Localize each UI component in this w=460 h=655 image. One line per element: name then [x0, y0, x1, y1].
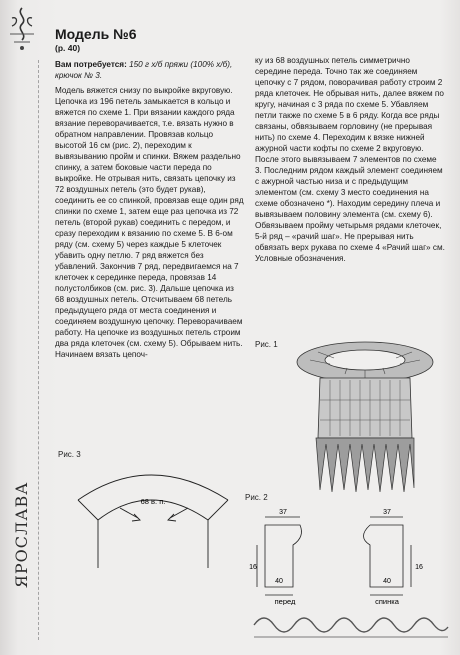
materials-label: Вам потребуется: — [55, 60, 127, 69]
figure-2-schematic — [245, 505, 455, 605]
dim-front-width: 40 — [275, 578, 283, 585]
instructions-right: ку из 68 воздушных петель симметрично середине переда. Точно так же соединяем цепочку с 7 рядом, поворачивая работу строим 2 ряда клеточек. Не обрывая нить, далее вяжем по кругу, начиная с 3 ряда по схеме 5. Убавляем петли также по схеме 5 в 6 ряду. Когда все ряды связаны, обвязываем горловину (не прерывая нить) по схеме 4. Переходим к вязке нижней ажурной части кофты по схеме 2 вкруговую. После этого вывязываем 7 элементов по схеме 3. Последним рядом каждый элемент соединяем с ажурной частью низа и с предыдущим элементом (см. схему 3 место соединения на схеме обозначено *). Находим середину плеча и вывязываем половину элемента (см. схему 6). Обвязываем пройму четырьмя рядами клеточек, 5-й ряд – «рачий шаг». Не прерывая нить обвязать верх рукава по схеме 4 «Рачий шаг» см. Условные обозначения. — [255, 56, 445, 263]
figure-2-label: Рис. 2 — [245, 493, 268, 502]
dim-back-height: 16 — [415, 564, 423, 571]
caption-front: перед — [274, 597, 296, 605]
dim-back-top: 37 — [383, 509, 391, 516]
figure-3-label: Рис. 3 — [58, 450, 81, 459]
caption-back: спинка — [375, 597, 399, 605]
text-column-left — [55, 26, 245, 360]
dim-front-top: 37 — [279, 509, 287, 516]
figure-1-garment-sketch — [290, 340, 440, 495]
floral-logo-icon — [6, 4, 38, 52]
dim-back-width: 40 — [383, 578, 391, 585]
dim-front-height: 16 — [249, 564, 257, 571]
page-title: Модель №6 — [55, 26, 137, 42]
materials-value: 150 г х/б пряжи (100% х/б), крючок № 3. — [55, 60, 233, 80]
sidebar-brand: ЯРОСЛАВА — [12, 481, 31, 589]
instructions-left: Модель вяжется снизу по выкройке вкруговую. Цепочка из 196 петель замыкается в кольцо и вяжется по схеме 1. При вязании каждого ряда вязание переворачивается, т.е. вязать нужно в обратном направлении. Провязав кольцо высотой 16 см (рис. 2), переходим к вывязыванию пройм и спинки. Вяжем раздельно спинку, а затем боковые части переда по выкройке. Не отрывая нить, связать цепочку из 72 воздушных петель (это будет рукав), соединить ее со спинкой, провязав еще один ряд спинки по схеме 1, затем еще раз цепочка из 72 петель (второй рукав) соединить с передом, и сразу переходим к вязанию по схеме 5. В 6-ом ряду (см. схему 5) через каждые 5 клеточек убавить одну петлю. 7 ряд вяжется без убавлений. Закончив 7 ряд, передвигаемся на 7 клеточек к серединке переда, провязав 14 полустолбиков (см. рис. 3). Дальше цепочка из 68 воздушных петель. Отсчитываем 68 петель предыдущего ряда от места соединения и соединяем воздушную цепочку. Переворачиваем работу. На цепочке из воздушных петель строим два ряда клеточек (см. схему 5). Обрываем нить. Начинаем вязать цепоч- — [55, 86, 244, 359]
figure-3-collar-diagram — [70, 460, 235, 570]
page-reference: (р. 40) — [55, 43, 81, 53]
text-column-right — [255, 55, 445, 264]
collar-center-label: 68 в. п. — [140, 497, 166, 506]
sidebar-dashed-line — [38, 60, 40, 640]
figure-1-label: Рис. 1 — [255, 340, 278, 349]
stitch-border-decoration — [250, 605, 450, 650]
materials-line — [55, 59, 245, 81]
